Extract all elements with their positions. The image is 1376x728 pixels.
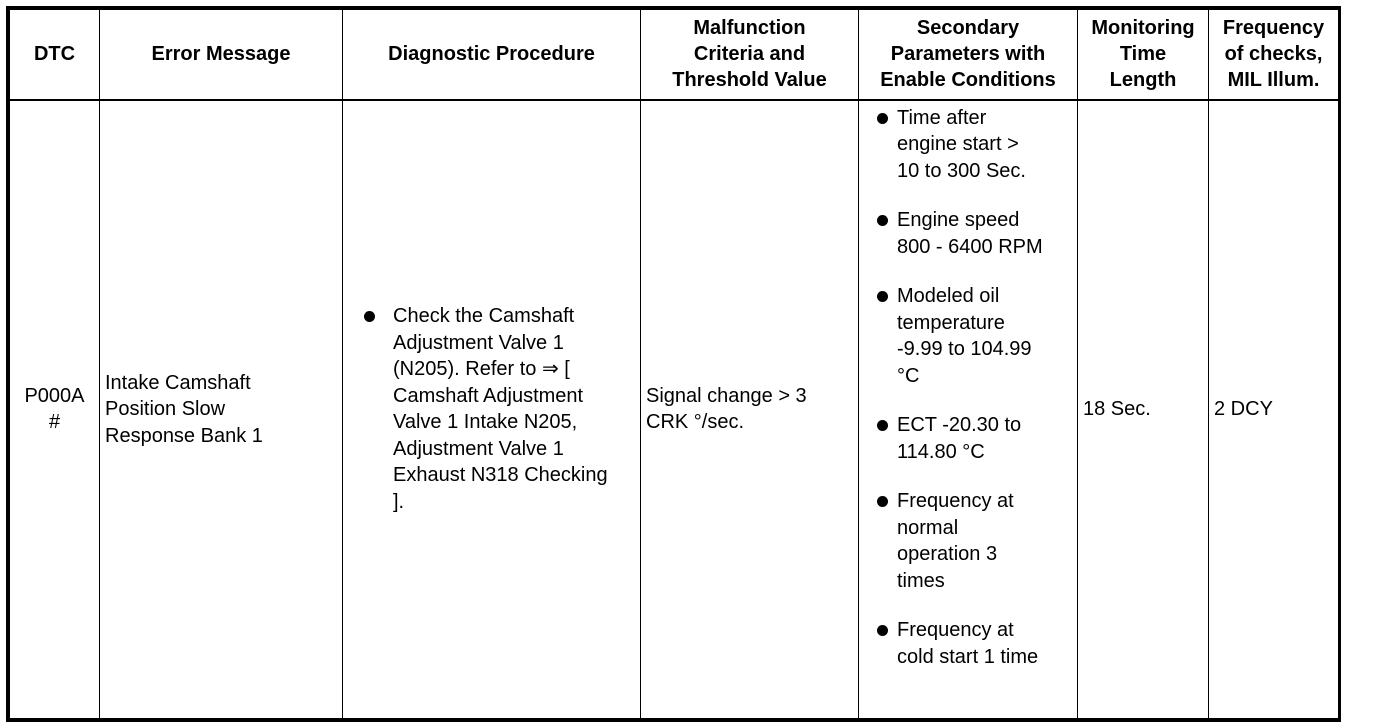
cell-error-message: Intake Camshaft Position Slow Response Bank 1 xyxy=(100,100,343,719)
header-diagnostic-procedure: Diagnostic Procedure xyxy=(343,10,641,100)
bullet-icon xyxy=(364,311,375,322)
dtc-table xyxy=(9,9,1339,719)
header-frequency: Frequency of checks, MIL Illum. xyxy=(1209,10,1339,100)
list-item: Engine speed 800 - 6400 RPM xyxy=(864,207,1073,260)
table-row xyxy=(10,100,1339,719)
header-monitoring-time: Monitoring Time Length xyxy=(1078,10,1209,100)
cell-monitoring-time: 18 Sec. xyxy=(1078,100,1209,719)
header-error-message: Error Message xyxy=(100,10,343,100)
cell-dtc: P000A # xyxy=(10,100,100,719)
list-item: Modeled oil temperature -9.99 to 104.99 °C xyxy=(864,283,1073,389)
bullet-icon xyxy=(877,291,888,302)
header-dtc: DTC xyxy=(10,10,100,100)
list-item: Frequency at cold start 1 time xyxy=(864,617,1073,670)
list-item: ECT -20.30 to 114.80 °C xyxy=(864,412,1073,465)
bullet-icon xyxy=(877,420,888,431)
cell-diagnostic-procedure xyxy=(343,100,641,719)
list-item: Frequency at normal operation 3 times xyxy=(864,488,1073,594)
cell-malfunction-criteria: Signal change > 3 CRK °/sec. xyxy=(641,100,859,719)
list-item: Check the Camshaft Adjustment Valve 1 (N205). Refer to ⇒ [ Camshaft Adjustment Valve 1 Intake N205, Adjustment Valve 1 Exhaust N318 Checking ]. xyxy=(348,303,636,515)
bullet-icon xyxy=(877,215,888,226)
header-malfunction-criteria: Malfunction Criteria and Threshold Value xyxy=(641,10,859,100)
cell-secondary-parameters xyxy=(859,100,1078,719)
bullet-icon xyxy=(877,625,888,636)
cell-frequency: 2 DCY xyxy=(1209,100,1339,719)
bullet-icon xyxy=(877,496,888,507)
procedure-list xyxy=(348,303,636,515)
header-secondary-parameters: Secondary Parameters with Enable Conditions xyxy=(859,10,1078,100)
list-item: Time after engine start > 10 to 300 Sec. xyxy=(864,105,1073,185)
bullet-icon xyxy=(877,113,888,124)
dtc-table-frame xyxy=(6,6,1341,722)
header-row xyxy=(10,10,1339,100)
secondary-list xyxy=(864,105,1073,671)
